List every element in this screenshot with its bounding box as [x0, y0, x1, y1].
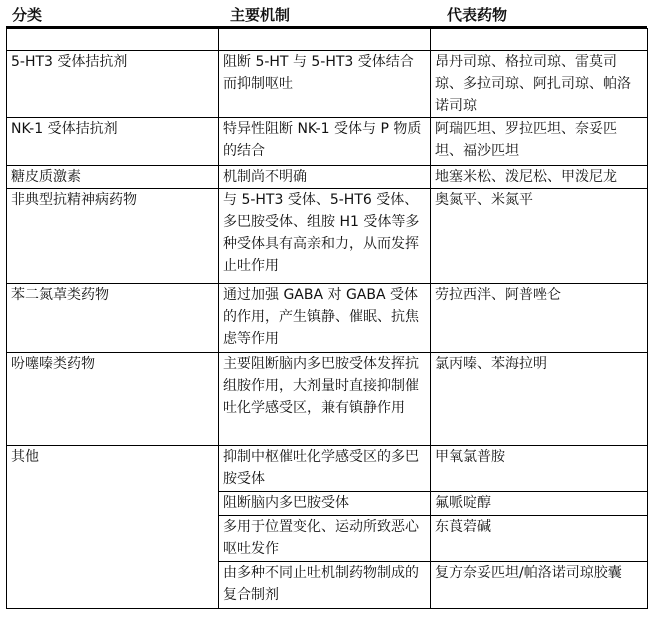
table-cell	[7, 29, 219, 51]
drugs-cell: 劳拉西泮、阿普唑仑	[431, 284, 648, 353]
table-row	[7, 353, 648, 446]
category-cell: 苯二氮䓬类药物	[7, 284, 219, 353]
table-row	[7, 284, 648, 353]
header-mechanism: 主要机制	[230, 6, 291, 24]
header-drugs: 代表药物	[447, 6, 508, 24]
mechanism-cell: 机制尚不明确	[219, 166, 431, 189]
antiemetic-table	[6, 28, 648, 609]
mechanism-cell: 通过加强 GABA 对 GABA 受体的作用，产生镇静、催眠、抗焦虑等作用	[219, 284, 431, 353]
mechanism-cell: 抑制中枢催吐化学感受区的多巴胺受体	[219, 446, 431, 492]
drugs-cell: 氟哌啶醇	[431, 492, 648, 516]
table-row	[7, 189, 648, 284]
category-cell: 5-HT3 受体拮抗剂	[7, 51, 219, 118]
table-cell	[431, 29, 648, 51]
table-cell	[219, 29, 431, 51]
drugs-cell: 东莨菪碱	[431, 516, 648, 562]
mechanism-cell: 由多种不同止吐机制药物制成的复合制剂	[219, 562, 431, 609]
drugs-cell: 甲氧氯普胺	[431, 446, 648, 492]
category-cell: 糖皮质激素	[7, 166, 219, 189]
header-category: 分类	[12, 6, 43, 24]
mechanism-cell: 多用于位置变化、运动所致恶心呕吐发作	[219, 516, 431, 562]
drugs-cell: 地塞米松、泼尼松、甲泼尼龙	[431, 166, 648, 189]
table-row	[7, 51, 648, 118]
table-row	[7, 118, 648, 166]
mechanism-cell: 与 5-HT3 受体、5-HT6 受体、多巴胺受体、组胺 H1 受体等多种受体具有高亲和力，从而发挥止吐作用	[219, 189, 431, 284]
drugs-cell: 氯丙嗪、苯海拉明	[431, 353, 648, 446]
mechanism-cell: 阻断脑内多巴胺受体	[219, 492, 431, 516]
category-cell: 其他	[7, 446, 219, 609]
drugs-cell: 奥氮平、米氮平	[431, 189, 648, 284]
category-cell: 吩噻嗪类药物	[7, 353, 219, 446]
table-row	[7, 446, 648, 492]
category-cell: 非典型抗精神病药物	[7, 189, 219, 284]
drugs-cell: 阿瑞匹坦、罗拉匹坦、奈妥匹坦、福沙匹坦	[431, 118, 648, 166]
table-row	[7, 166, 648, 189]
drugs-cell: 复方奈妥匹坦/帕洛诺司琼胶囊	[431, 562, 648, 609]
drugs-cell: 昂丹司琼、格拉司琼、雷莫司琼、多拉司琼、阿扎司琼、帕洛诺司琼	[431, 51, 648, 118]
mechanism-cell: 主要阻断脑内多巴胺受体发挥抗组胺作用，大剂量时直接抑制催吐化学感受区，兼有镇静作用	[219, 353, 431, 446]
mechanism-cell: 特异性阻断 NK-1 受体与 P 物质的结合	[219, 118, 431, 166]
table-row-empty	[7, 29, 648, 51]
category-cell: NK-1 受体拮抗剂	[7, 118, 219, 166]
mechanism-cell: 阻断 5-HT 与 5-HT3 受体结合而抑制呕吐	[219, 51, 431, 118]
